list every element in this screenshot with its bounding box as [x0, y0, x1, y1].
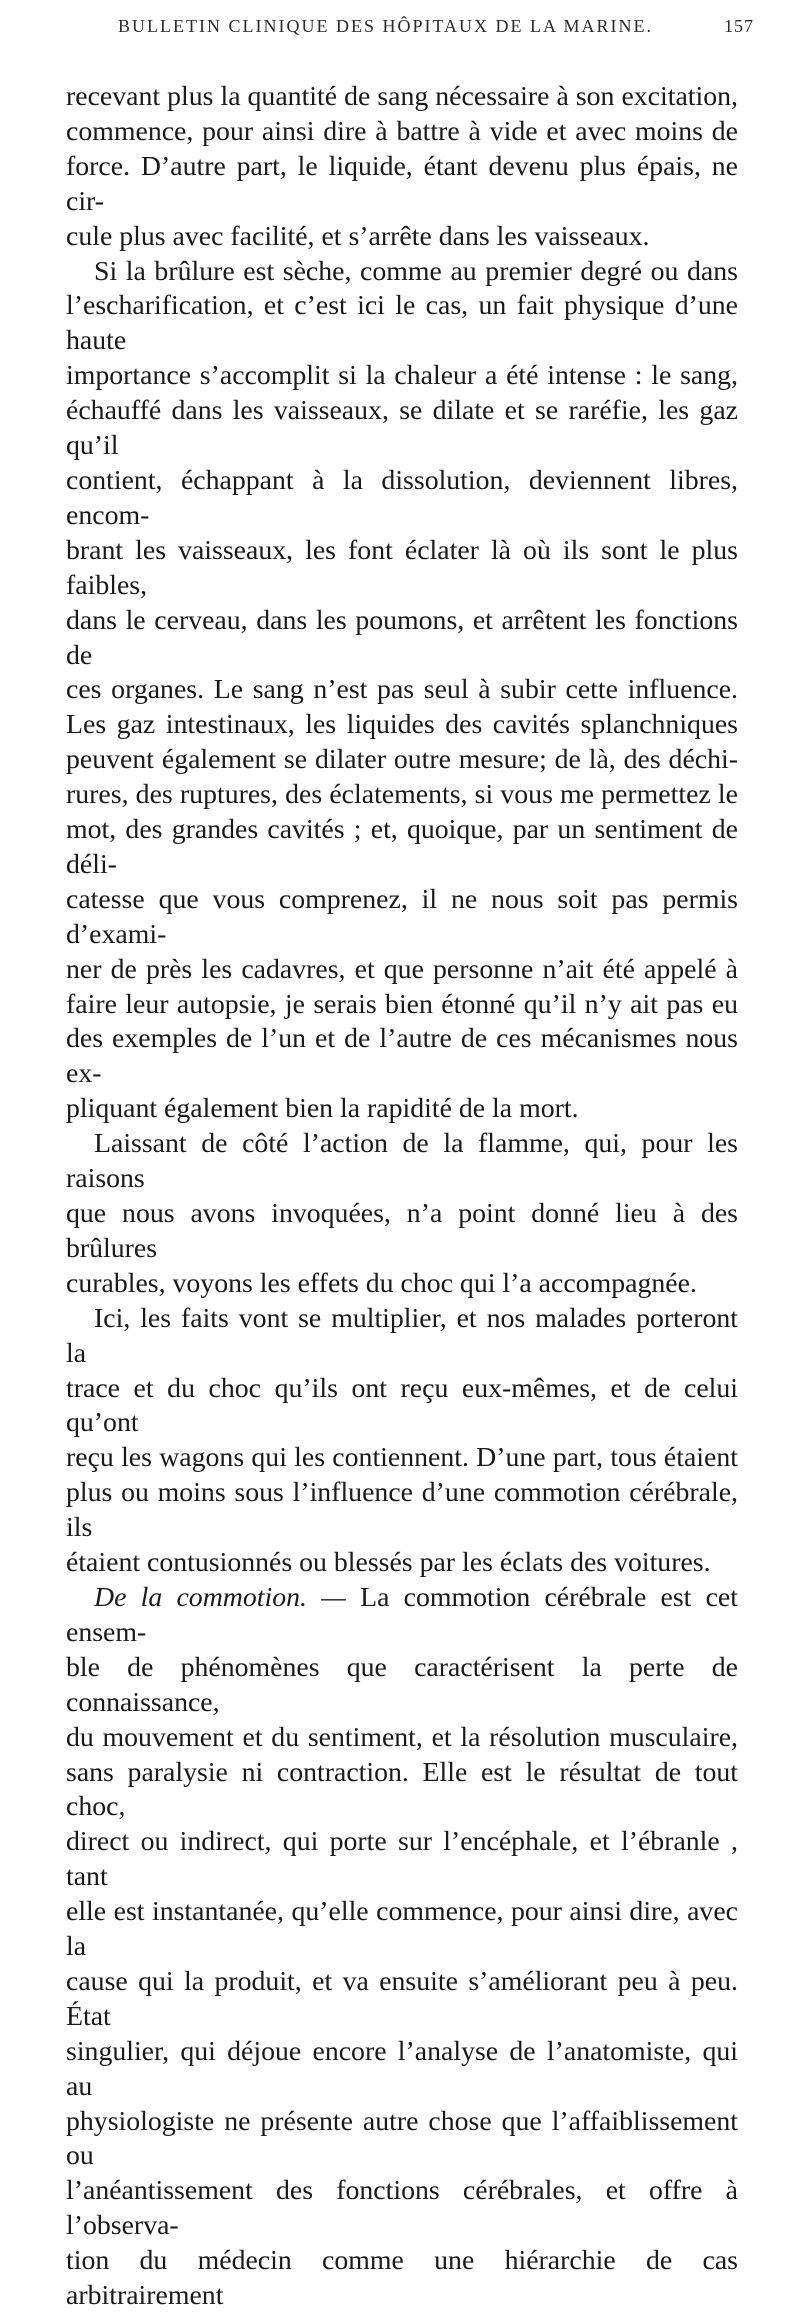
- text-line: plus ou moins sous l’influence d’une commotion cérébrale, ils: [66, 1477, 738, 1544]
- text-line: recevant plus la quantité de sang nécessaire à son excitation,: [66, 81, 738, 112]
- text-line: Ici, les faits vont se multiplier, et nos malades porteront la: [66, 1302, 738, 1369]
- text-line: l’anéantissement des fonctions cérébrales, et offre à l’observa-: [66, 2175, 738, 2242]
- text-line: Laissant de côté l’action de la flamme, qui, pour les raisons: [66, 1128, 738, 1195]
- section-heading: De la commotion. —: [94, 1581, 346, 1613]
- text-line: trace et du choc qu’ils ont reçu eux-mêmes, et de celui qu’ont: [66, 1372, 738, 1439]
- text-line: cause qui la produit, et va ensuite s’améliorant peu à peu. État: [66, 1965, 738, 2032]
- text-line: reçu les wagons qui les contiennent. D’une part, tous étaient: [66, 1442, 738, 1474]
- text-line: peuvent également se dilater outre mesure; de là, des déchi-: [66, 744, 738, 776]
- text-line: Si la brûlure est sèche, comme au premier degré ou dans: [94, 255, 738, 287]
- page-number: 157: [724, 15, 754, 36]
- text-line: que nous avons invoquées, n’a point donné lieu à des brûlures: [66, 1198, 738, 1264]
- text-line: physiologiste ne présente autre chose que l’affaiblissement ou: [66, 2105, 738, 2172]
- text-line: pliquant également bien la rapidité de la mort.: [66, 1093, 579, 1125]
- text-line: faire leur autopsie, je serais bien étonné qu’il n’y ait pas eu: [66, 988, 738, 1020]
- text-line: du mouvement et du sentiment, et la résolution musculaire,: [66, 1721, 738, 1753]
- text-line: commence, pour ainsi dire à battre à vide et avec moins de: [66, 115, 738, 147]
- text-line: brant les vaisseaux, les font éclater là où ils sont le plus faibles,: [66, 534, 738, 601]
- text-line: importance s’accomplit si la chaleur a été intense : le sang,: [66, 360, 738, 392]
- text-line-with-heading: [66, 1581, 738, 1651]
- text-line: ner de près les cadavres, et que personne n’ait été appelé à: [66, 953, 738, 985]
- text-line: sans paralysie ni contraction. Elle est le résultat de tout choc,: [66, 1756, 738, 1823]
- text-line-rest: La commotion cérébrale est cet ensem-: [66, 1581, 738, 1648]
- body-text: [66, 80, 738, 2314]
- text-line: rures, des ruptures, des éclatements, si vous me permettez le: [66, 779, 738, 811]
- running-title: BULLETIN CLINIQUE DES HÔPITAUX DE LA MARINE.: [118, 15, 654, 36]
- text-line: curables, voyons les effets du choc qui l’a accompagnée.: [66, 1267, 697, 1299]
- text-line: étaient contusionnés ou blessés par les éclats des voitures.: [66, 1547, 711, 1579]
- text-line: singulier, qui déjoue encore l’analyse de l’anatomiste, qui au: [66, 2035, 738, 2102]
- running-header: [118, 8, 754, 44]
- text-line: dans le cerveau, dans les poumons, et arrêtent les fonctions de: [66, 604, 738, 671]
- text-line: échauffé dans les vaisseaux, se dilate et se raréfie, les gaz qu’il: [66, 395, 738, 462]
- text-line: catesse que vous comprenez, il ne nous soit pas permis d’exami-: [66, 883, 738, 950]
- text-line: Les gaz intestinaux, les liquides des cavités splanchniques: [66, 709, 738, 741]
- text-line: cule plus avec facilité, et s’arrête dans les vaisseaux.: [66, 220, 650, 252]
- text-line: mot, des grandes cavités ; et, quoique, par un sentiment de déli-: [66, 814, 738, 880]
- text-line: contient, échappant à la dissolution, deviennent libres, encom-: [66, 464, 738, 531]
- text-line: l’escharification, et c’est ici le cas, un fait physique d’une haute: [66, 290, 738, 357]
- text-line: elle est instantanée, qu’elle commence, pour ainsi dire, avec la: [66, 1896, 738, 1963]
- text-line: tion du médecin comme une hiérarchie de cas arbitrairement: [66, 2245, 738, 2312]
- text-line: ces organes. Le sang n’est pas seul à subir cette influence.: [66, 674, 738, 706]
- text-line: direct ou indirect, qui porte sur l’encéphale, et l’ébranle , tant: [66, 1826, 738, 1893]
- text-line: des exemples de l’un et de l’autre de ces mécanismes nous ex-: [66, 1023, 738, 1090]
- text-line: force. D’autre part, le liquide, étant devenu plus épais, ne cir-: [66, 150, 738, 217]
- text-line: ble de phénomènes que caractérisent la perte de connaissance,: [66, 1651, 738, 1718]
